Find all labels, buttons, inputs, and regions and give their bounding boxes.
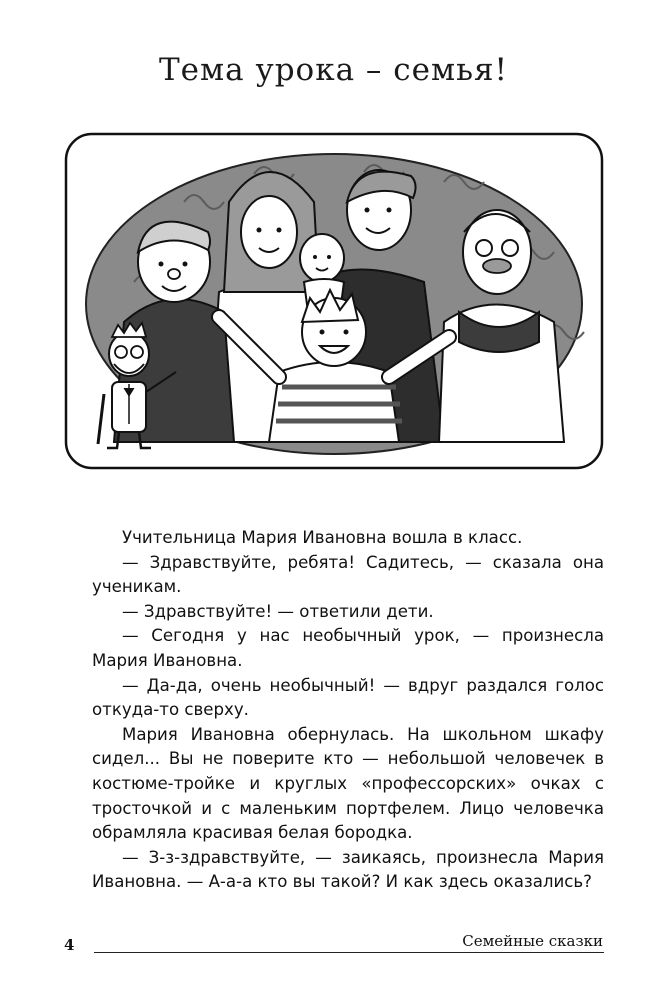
paragraph: — Сегодня у нас необычный урок, — произнесла Мария Ивановна. [92,626,604,670]
chapter-title: Тема урока – семья! [159,52,508,88]
paragraph: Учительница Мария Ивановна вошла в класс. [122,528,523,547]
story-text [92,526,604,895]
paragraph: — Да-да, очень необычный! — вдруг раздался голос откуда-то сверху. [92,675,604,720]
paragraph: — З-з-здравствуйте, — заикаясь, произнесла Мария Ивановна. — А-а-а кто вы такой? И как здесь оказались? [92,847,604,892]
running-footer-title: Семейные сказки [462,932,603,950]
paragraph: Мария Ивановна обернулась. На школьном шкафу сидел... Вы не поверите кто — небольшой человечек в костюме-тройке и круглых «профессорских» очках с тросточкой и с маленьким портфелем. Лицо человечка обрамляла красивая белая бородка. [92,724,604,843]
footer-divider [94,952,604,953]
paragraph: — Здравствуйте! — ответили дети. [122,601,434,621]
family-illustration [64,132,604,470]
paragraph: — Здравствуйте, ребята! Садитесь, — сказала она ученикам. [92,552,604,597]
page-number: 4 [64,936,75,954]
